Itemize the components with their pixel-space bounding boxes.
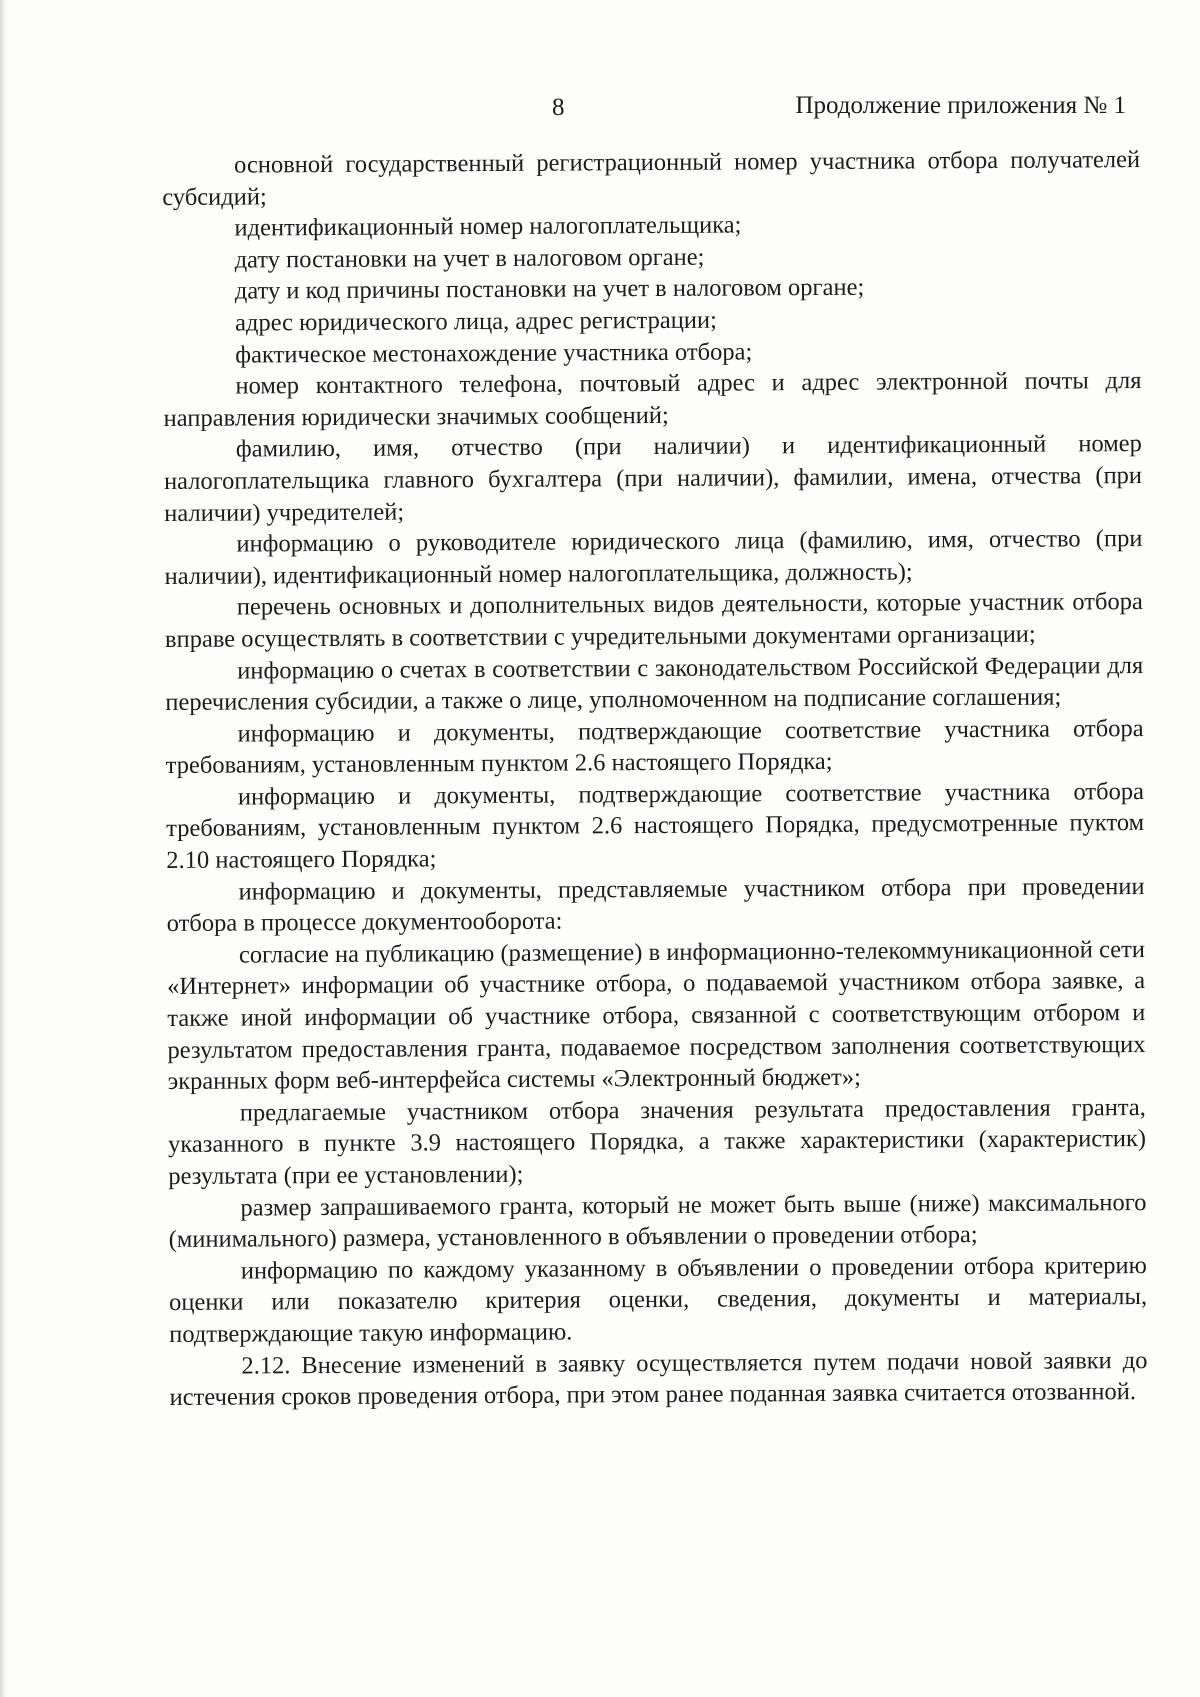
page-number: 8 (552, 94, 565, 121)
paragraph-section-2-12: 2.12. Внесение изменений в заявку осуществляется путем подачи новой заявки до истечения сроков проведения отбора, при этом ранее поданная заявка считается отозванной. (169, 1346, 1148, 1412)
paragraph-requirements-2-6: информацию и документы, подтверждающие соответствие участника отбора требованиям, установленным пунктом 2.6 настоящего Порядка; (165, 714, 1144, 780)
paragraph-requirements-2-10: информацию и документы, подтверждающие соответствие участника отбора требованиям, установленным пунктом 2.6 настоящего Порядка, предусмотренные пуктом 2.10 настоящего Порядка; (166, 777, 1145, 875)
paragraph-registration-date: дату постановки на учет в налоговом органе; (234, 243, 705, 274)
scan-edge (0, 0, 6, 1697)
paragraph-grant-amount: размер запрашиваемого гранта, который не может быть выше (ниже) максимального (минимального) размера, установленного в объявлении о проведении отбора; (168, 1188, 1147, 1254)
paragraph-inn: идентификационный номер налогоплательщика; (234, 211, 742, 242)
paragraph-legal-address: адрес юридического лица, адрес регистрации; (234, 306, 717, 337)
paragraph-director-info: информацию о руководителе юридического лица (фамилию, имя, отчество (при наличии), идентификационный номер налогоплательщика, должность); (164, 525, 1143, 590)
paragraph-ogrn: основной государственный регистрационный номер участника отбора получателей субсидий; (162, 146, 1141, 211)
paragraph-document-flow: информацию и документы, представляемые участником отбора при проведении отбора в процессе документооборота: (166, 872, 1145, 938)
paragraph-actual-location: фактическое местонахождение участника отбора; (235, 337, 753, 369)
document-body (162, 144, 1148, 1414)
paragraph-accountant-founders: фамилию, имя, отчество (при наличии) и идентификационный номер налогоплательщика главного бухгалтера (при наличии), фамилии, имена, отчества (при наличии) учредителей; (163, 430, 1143, 527)
paragraph-contacts: номер контактного телефона, почтовый адрес и адрес электронной почты для направления юридически значимых сообщений; (163, 367, 1142, 432)
paragraph-activities: перечень основных и дополнительных видов деятельности, которые участник отбора вправе осуществлять в соответствии с учредительными документами организации; (164, 588, 1143, 653)
paragraph-publication-consent: согласие на публикацию (размещение) в информационно-телекоммуникационной сети «Интернет» информации об участнике отбора, о подаваемой участником отбора заявке, а также иной информации об участнике отбора, связанной с соответствующим отбором и результатом предоставления гранта, подаваемое посредством заполнения соответствующих экранных форм веб-интерфейса системы «Электронный бюджет»; (167, 935, 1146, 1096)
paragraph-kpp: дату и код причины постановки на учет в налоговом органе; (234, 274, 865, 305)
paragraph-accounts: информацию о счетах в соответствии с законодательством Российской Федерации для перечисления субсидии, а также о лице, уполномоченном на подписание соглашения; (165, 651, 1144, 717)
paragraph-result-values: предлагаемые участником отбора значения результата предоставления гранта, указанного в пункте 3.9 настоящего Порядка, а также характеристики (характеристик) результата (при ее установлении); (167, 1093, 1147, 1190)
appendix-continuation-note: Продолжение приложения № 1 (795, 92, 1126, 119)
paragraph-criteria-info: информацию по каждому указанному в объявлении о проведении отбора критерию оценки или показателю критерия оценки, сведения, документы и материалы, подтверждающие такую информацию. (168, 1251, 1148, 1348)
